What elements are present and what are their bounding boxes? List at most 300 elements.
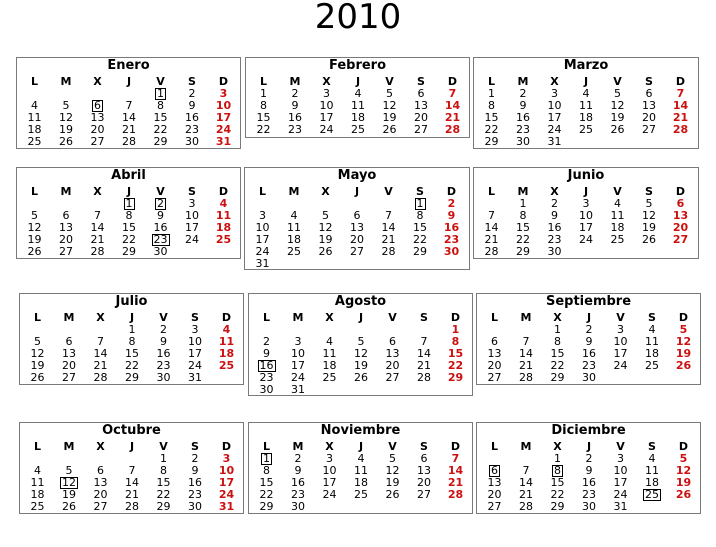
day-cell: 5: [357, 335, 365, 348]
day-cell: 10: [215, 99, 232, 112]
day-cell: 12: [354, 347, 368, 360]
month-name: Febrero: [328, 58, 387, 73]
day-cell: 5: [389, 452, 396, 465]
day-cell: 30: [153, 245, 168, 258]
day-cell: 15: [550, 476, 565, 489]
day-cell: 27: [642, 123, 656, 136]
day-cell: 28: [672, 123, 689, 136]
weekday-header: S: [188, 185, 196, 198]
weekday-header: J: [126, 75, 132, 88]
day-cell: 6: [491, 335, 498, 348]
day-cell: 17: [255, 233, 270, 246]
weekday-header: M: [60, 185, 72, 198]
weekday-header: M: [520, 311, 532, 324]
weekday-header: M: [60, 75, 72, 88]
day-cell: 23: [185, 123, 199, 136]
day-cell: 26: [318, 245, 333, 258]
day-cell: 17: [218, 476, 235, 489]
day-cell: 14: [447, 464, 464, 477]
day-cell: 9: [188, 99, 196, 112]
day-cell: 3: [582, 197, 590, 210]
weekday-header: V: [388, 440, 397, 453]
day-cell: 31: [215, 135, 232, 148]
day-cell: 5: [34, 335, 41, 348]
day-cell: 9: [294, 464, 302, 477]
day-cell: 18: [218, 347, 235, 360]
weekday-header: S: [645, 185, 653, 198]
day-cell: 5: [65, 464, 73, 477]
day-cell: 2: [585, 452, 593, 465]
day-cell: 3: [294, 335, 302, 348]
day-cell: 1: [554, 323, 561, 336]
day-cell: 28: [122, 135, 136, 148]
day-cell: 30: [582, 500, 596, 513]
day-cell: 19: [675, 476, 692, 489]
day-cell: 13: [93, 476, 108, 489]
day-cell: 2: [291, 87, 299, 100]
day-cell: 19: [385, 476, 400, 489]
day-cell: 24: [547, 123, 562, 136]
day-cell: 7: [448, 87, 457, 100]
day-cell: 7: [522, 464, 530, 477]
weekday-header: J: [586, 440, 592, 453]
day-cell: 29: [125, 371, 139, 384]
day-cell: 9: [585, 464, 593, 477]
day-cell: 12: [610, 99, 625, 112]
day-cell: 10: [255, 221, 270, 234]
weekday-header: M: [517, 75, 529, 88]
weekday-header: J: [126, 185, 132, 198]
day-cell: 15: [413, 221, 427, 234]
weekday-header: D: [678, 311, 689, 324]
day-cell: 7: [128, 464, 136, 477]
weekday-header: X: [96, 440, 105, 453]
weekday-header: M: [292, 311, 304, 324]
day-cell: 7: [385, 209, 392, 222]
month-diciembre: [476, 422, 701, 514]
weekday-header: S: [191, 311, 199, 324]
day-cell: 1: [519, 197, 527, 210]
day-cell: 6: [389, 335, 396, 348]
day-cell: 1: [554, 452, 561, 465]
day-cell: 31: [188, 371, 202, 384]
day-cell: 29: [156, 500, 171, 513]
weekday-header: J: [354, 185, 360, 198]
day-cell: 6: [417, 87, 425, 100]
day-cell: 20: [385, 359, 400, 372]
day-cell: 21: [519, 359, 533, 372]
day-cell-marked: 1: [416, 197, 424, 210]
weekday-header: V: [156, 185, 165, 198]
day-cell: 6: [645, 87, 653, 100]
day-cell: 13: [350, 221, 364, 234]
weekday-header: L: [258, 185, 266, 198]
day-cell: 2: [447, 197, 456, 210]
weekday-header: L: [259, 75, 267, 88]
day-cell: 30: [547, 245, 562, 258]
month-agosto: [248, 293, 473, 396]
day-cell: 23: [288, 123, 302, 136]
day-cell: 18: [215, 221, 232, 234]
day-cell: 25: [27, 135, 42, 148]
day-cell: 18: [645, 347, 659, 360]
day-cell: 26: [675, 488, 692, 501]
day-cell: 31: [255, 257, 270, 270]
day-cell: 14: [90, 221, 105, 234]
weekday-header: S: [645, 75, 653, 88]
weekday-header: L: [262, 440, 270, 453]
day-cell: 13: [59, 221, 73, 234]
day-cell: 3: [188, 197, 196, 210]
day-cell: 12: [27, 221, 42, 234]
day-cell: 6: [353, 209, 361, 222]
weekday-header: L: [487, 75, 495, 88]
day-cell: 23: [582, 488, 596, 501]
day-cell-marked: 8: [554, 464, 561, 477]
day-cell: 19: [675, 347, 692, 360]
day-cell: 13: [385, 347, 400, 360]
weekday-header: L: [30, 185, 38, 198]
day-cell: 22: [516, 233, 530, 246]
day-cell: 17: [322, 476, 337, 489]
day-cell: 1: [451, 323, 460, 336]
day-cell: 28: [417, 371, 431, 384]
month-name: Mayo: [337, 168, 377, 183]
day-cell: 14: [93, 347, 108, 360]
day-cell: 7: [94, 209, 101, 222]
day-cell: 8: [260, 99, 267, 112]
weekday-header: L: [33, 440, 41, 453]
day-cell: 17: [547, 111, 562, 124]
day-cell: 28: [447, 488, 464, 501]
day-cell: 10: [218, 464, 235, 477]
day-cell: 3: [222, 452, 231, 465]
day-cell: 26: [30, 371, 45, 384]
day-cell: 8: [488, 99, 495, 112]
day-cell: 18: [287, 233, 301, 246]
day-cell: 27: [93, 500, 108, 513]
day-cell: 18: [322, 359, 337, 372]
day-cell: 4: [290, 209, 298, 222]
day-cell: 21: [122, 123, 136, 136]
day-cell: 19: [62, 488, 76, 501]
day-cell: 9: [551, 209, 558, 222]
day-cell: 13: [487, 476, 502, 489]
day-cell: 21: [93, 359, 108, 372]
month-name: Junio: [567, 168, 605, 183]
day-cell: 18: [27, 123, 42, 136]
day-cell: 13: [487, 347, 502, 360]
day-cell: 18: [645, 476, 659, 489]
day-cell: 28: [381, 245, 396, 258]
weekday-header: S: [420, 440, 428, 453]
weekday-header: V: [384, 185, 393, 198]
day-cell: 6: [65, 335, 73, 348]
day-cell: 2: [160, 323, 167, 336]
day-cell: 24: [579, 233, 593, 246]
day-cell: 14: [417, 347, 431, 360]
weekday-header: J: [129, 311, 135, 324]
day-cell: 18: [354, 476, 368, 489]
day-cell: 10: [547, 99, 562, 112]
day-cell-marked: 25: [645, 488, 659, 501]
day-cell: 17: [319, 111, 334, 124]
day-cell: 7: [125, 99, 133, 112]
weekday-header: D: [447, 75, 458, 88]
day-cell: 16: [443, 221, 460, 234]
day-cell: 13: [62, 347, 76, 360]
day-cell: 11: [579, 99, 593, 112]
day-cell: 24: [319, 123, 334, 136]
day-cell: 21: [444, 111, 461, 124]
day-cell: 7: [420, 335, 428, 348]
day-cell: 4: [648, 323, 656, 336]
day-cell: 6: [676, 197, 685, 210]
month-julio: [19, 293, 244, 385]
day-cell: 11: [218, 335, 235, 348]
day-cell: 5: [679, 323, 688, 336]
day-cell: 7: [676, 87, 685, 100]
weekday-header: X: [96, 311, 105, 324]
day-cell-marked: 6: [94, 99, 101, 112]
day-cell: 2: [191, 452, 199, 465]
month-septiembre: [476, 293, 701, 385]
day-cell: 22: [550, 488, 565, 501]
weekday-header: D: [675, 75, 686, 88]
day-cell: 18: [30, 488, 45, 501]
weekday-header: M: [63, 311, 75, 324]
month-name: Enero: [107, 58, 150, 73]
day-cell: 25: [322, 371, 337, 384]
day-cell: 6: [420, 452, 428, 465]
day-cell: 19: [610, 111, 625, 124]
day-cell: 8: [128, 335, 136, 348]
day-cell: 5: [614, 87, 621, 100]
day-cell: 25: [215, 233, 232, 246]
day-cell: 15: [256, 111, 271, 124]
day-cell: 4: [222, 323, 231, 336]
day-cell: 25: [287, 245, 301, 258]
day-cell: 23: [188, 488, 202, 501]
month-noviembre: [248, 422, 473, 514]
day-cell: 14: [125, 476, 139, 489]
weekday-header: L: [262, 311, 270, 324]
day-cell: 28: [484, 245, 499, 258]
day-cell: 30: [259, 383, 274, 396]
day-cell: 18: [579, 111, 593, 124]
day-cell: 27: [59, 245, 73, 258]
weekday-header: V: [156, 75, 165, 88]
weekday-header: D: [675, 185, 686, 198]
day-cell: 29: [550, 371, 565, 384]
weekday-header: M: [292, 440, 304, 453]
day-cell: 21: [672, 111, 689, 124]
day-cell: 22: [484, 123, 499, 136]
day-cell: 20: [90, 123, 105, 136]
day-cell: 23: [259, 371, 274, 384]
weekday-header: X: [550, 185, 559, 198]
month-mayo: [244, 167, 470, 270]
weekday-header: X: [321, 185, 330, 198]
day-cell: 24: [613, 488, 628, 501]
day-cell: 1: [260, 87, 267, 100]
day-cell: 22: [125, 359, 139, 372]
day-cell-marked: 1: [157, 87, 164, 100]
day-cell: 7: [488, 209, 495, 222]
day-cell: 24: [291, 371, 305, 384]
month-junio: [473, 167, 699, 259]
month-marzo: [473, 57, 699, 149]
day-cell: 5: [322, 209, 329, 222]
day-cell: 27: [414, 123, 428, 136]
day-cell: 8: [519, 209, 527, 222]
weekday-header: X: [93, 185, 102, 198]
weekday-header: S: [417, 75, 425, 88]
month-name: Octubre: [102, 423, 161, 438]
weekday-header: S: [188, 75, 196, 88]
day-cell: 31: [547, 135, 562, 148]
day-cell: 29: [122, 245, 136, 258]
day-cell: 21: [90, 233, 105, 246]
weekday-header: X: [553, 440, 562, 453]
month-abril: [16, 167, 241, 259]
day-cell: 3: [323, 87, 330, 100]
day-cell: 9: [157, 209, 164, 222]
weekday-header: L: [30, 75, 38, 88]
day-cell: 25: [351, 123, 365, 136]
day-cell: 9: [191, 464, 199, 477]
day-cell: 15: [447, 347, 464, 360]
weekday-header: V: [616, 440, 625, 453]
day-cell: 1: [488, 87, 495, 100]
day-cell-marked: 16: [259, 359, 274, 372]
day-cell: 3: [219, 87, 228, 100]
day-cell: 11: [354, 464, 368, 477]
day-cell-marked: 12: [62, 476, 76, 489]
day-cell: 8: [160, 464, 167, 477]
day-cell: 25: [579, 123, 593, 136]
day-cell: 11: [322, 347, 337, 360]
day-cell: 17: [215, 111, 232, 124]
day-cell: 28: [93, 371, 108, 384]
day-cell: 22: [153, 123, 168, 136]
day-cell: 24: [218, 488, 235, 501]
day-cell: 17: [579, 221, 593, 234]
day-cell: 27: [62, 371, 76, 384]
day-cell: 2: [263, 335, 270, 348]
day-cell: 26: [610, 123, 625, 136]
day-cell: 2: [551, 197, 558, 210]
weekday-header: D: [218, 75, 229, 88]
day-cell: 26: [27, 245, 42, 258]
day-cell: 2: [294, 452, 302, 465]
day-cell: 10: [613, 464, 628, 477]
day-cell: 15: [516, 221, 530, 234]
day-cell: 27: [350, 245, 364, 258]
day-cell: 16: [582, 347, 596, 360]
weekday-header: J: [583, 185, 589, 198]
day-cell: 9: [585, 335, 593, 348]
weekday-header: M: [288, 185, 300, 198]
day-cell: 14: [484, 221, 499, 234]
day-cell: 30: [516, 135, 530, 148]
day-cell: 6: [62, 209, 70, 222]
day-cell: 13: [642, 99, 656, 112]
day-cell: 30: [582, 371, 596, 384]
day-cell: 22: [256, 123, 271, 136]
day-cell: 31: [291, 383, 305, 396]
day-cell: 30: [291, 500, 305, 513]
day-cell: 29: [259, 500, 274, 513]
weekday-header: M: [63, 440, 75, 453]
weekday-header: S: [648, 311, 656, 324]
day-cell: 4: [648, 452, 656, 465]
day-cell: 9: [291, 99, 299, 112]
weekday-header: L: [33, 311, 41, 324]
day-cell: 10: [185, 209, 199, 222]
day-cell: 12: [385, 464, 400, 477]
day-cell: 12: [675, 335, 692, 348]
day-cell: 26: [675, 359, 692, 372]
day-cell: 4: [326, 335, 333, 348]
day-cell: 22: [122, 233, 136, 246]
weekday-header: X: [322, 75, 331, 88]
month-name: Noviembre: [320, 423, 401, 438]
weekday-header: M: [520, 440, 532, 453]
day-cell: 22: [413, 233, 427, 246]
day-cell: 25: [30, 500, 45, 513]
day-cell: 26: [385, 488, 400, 501]
day-cell: 10: [188, 335, 202, 348]
day-cell: 17: [613, 476, 628, 489]
day-cell: 1: [160, 452, 167, 465]
day-cell: 14: [444, 99, 461, 112]
day-cell: 3: [551, 87, 558, 100]
day-cell-marked: 1: [125, 197, 133, 210]
weekday-header: D: [446, 185, 457, 198]
day-cell: 7: [451, 452, 460, 465]
day-cell: 8: [451, 335, 460, 348]
month-name: Agosto: [334, 294, 387, 309]
weekday-header: S: [648, 440, 656, 453]
day-cell: 18: [610, 221, 625, 234]
weekday-header: V: [159, 311, 168, 324]
day-cell: 13: [414, 99, 428, 112]
day-cell: 15: [259, 476, 274, 489]
day-cell: 4: [34, 464, 41, 477]
day-cell: 4: [614, 197, 621, 210]
day-cell: 25: [645, 359, 659, 372]
day-cell: 23: [547, 233, 562, 246]
day-cell: 20: [487, 359, 502, 372]
day-cell: 23: [156, 359, 171, 372]
day-cell-marked: 1: [263, 452, 270, 465]
day-cell: 18: [351, 111, 365, 124]
day-cell: 15: [125, 347, 139, 360]
day-cell: 23: [516, 123, 530, 136]
day-cell: 4: [31, 99, 38, 112]
day-cell: 17: [185, 221, 199, 234]
day-cell: 27: [672, 233, 689, 246]
day-cell: 25: [354, 488, 368, 501]
day-cell: 21: [381, 233, 396, 246]
weekday-header: X: [325, 440, 334, 453]
day-cell: 25: [218, 359, 235, 372]
day-cell: 15: [550, 347, 565, 360]
day-cell-marked: 6: [491, 464, 498, 477]
weekday-header: D: [678, 440, 689, 453]
day-cell: 22: [447, 359, 464, 372]
